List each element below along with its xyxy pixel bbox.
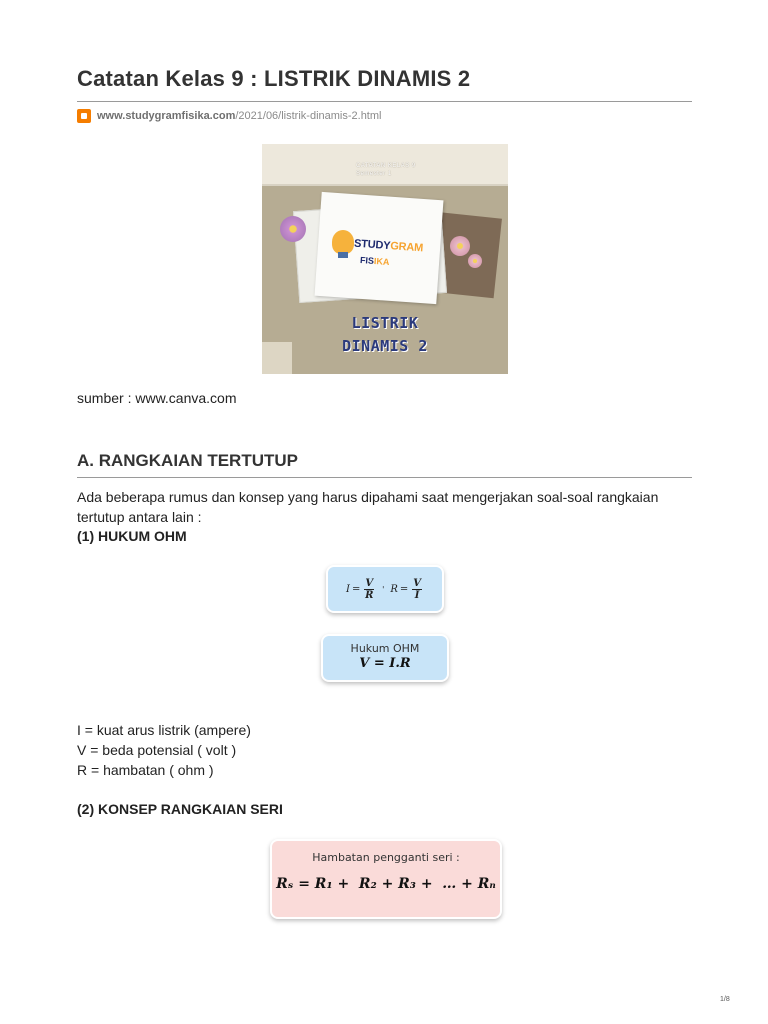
series-resistance-box (270, 839, 502, 919)
cover-image (262, 144, 508, 374)
flower-icon (450, 236, 470, 256)
variable-definitions (77, 720, 251, 780)
brand-gram: GRAM (389, 240, 424, 255)
fraction-v-over-i (412, 578, 422, 601)
series-resistance-expression: Rₛ = R₁ + R₂ + R₃ + … + Rₙ (276, 876, 496, 892)
cover-header (356, 162, 416, 178)
source-link[interactable] (77, 108, 381, 124)
fraction-numerator: V (365, 577, 374, 589)
ohm-law-expression: V = I.R (359, 656, 411, 671)
formula-lhs-i: I (346, 583, 350, 595)
formula-separator: ' (382, 584, 385, 594)
fraction-v-over-r (364, 578, 374, 601)
source-domain[interactable]: www.studygramfisika.com (97, 110, 236, 122)
subheading-rangkaian-seri: (2) KONSEP RANGKAIAN SERI (77, 801, 283, 817)
source-url[interactable] (97, 110, 381, 122)
intro-paragraph: Ada beberapa rumus dan konsep yang harus dipahami saat mengerjakan soal-soal rangkaian tertutup antara lain : (77, 489, 659, 525)
lightbulb-icon (332, 230, 354, 254)
equals-sign: = (351, 583, 361, 595)
fraction-denominator: R (365, 589, 374, 601)
cover-header-line2: Semester 1 (356, 171, 392, 177)
ohm-formula-box (326, 565, 444, 613)
section-divider (77, 477, 692, 478)
equals-sign: = (399, 583, 409, 595)
document-title: Catatan Kelas 9 : LISTRIK DINAMIS 2 (77, 66, 471, 91)
section-heading: A. RANGKAIAN TERTUTUP (77, 451, 298, 470)
brand-study: STUDY (353, 237, 391, 253)
flower-icon (468, 254, 482, 268)
cover-title-line2: DINAMIS 2 (342, 337, 428, 355)
title-divider (77, 101, 692, 102)
definition-line: V = beda potensial ( volt ) (77, 742, 237, 758)
brand-ika: IKA (373, 255, 390, 268)
series-resistance-label: Hambatan pengganti seri : (312, 851, 460, 864)
page-number: 1/8 (720, 996, 730, 1003)
definition-line: R = hambatan ( ohm ) (77, 762, 214, 778)
cover-header-line1: CATATAN KELAS 9 (356, 163, 416, 169)
ohm-law-box (321, 634, 449, 682)
cover-brand-line2 (360, 255, 390, 267)
ohm-law-label: Hukum OHM (350, 642, 420, 655)
lightbulb-base-icon (338, 252, 348, 258)
fraction-numerator: V (413, 577, 421, 589)
image-caption: sumber : www.canva.com (77, 390, 237, 406)
fraction-denominator: I (414, 589, 420, 601)
definition-line: I = kuat arus listrik (ampere) (77, 722, 251, 738)
cover-title-line1: LISTRIK (351, 314, 419, 332)
formula-lhs-r: R (390, 583, 398, 595)
subheading-hukum-ohm: (1) HUKUM OHM (77, 528, 187, 544)
source-path[interactable]: /2021/06/listrik-dinamis-2.html (235, 110, 382, 122)
brand-fis: FIS (359, 254, 375, 266)
flower-icon (280, 216, 306, 242)
blogger-icon (77, 109, 91, 123)
